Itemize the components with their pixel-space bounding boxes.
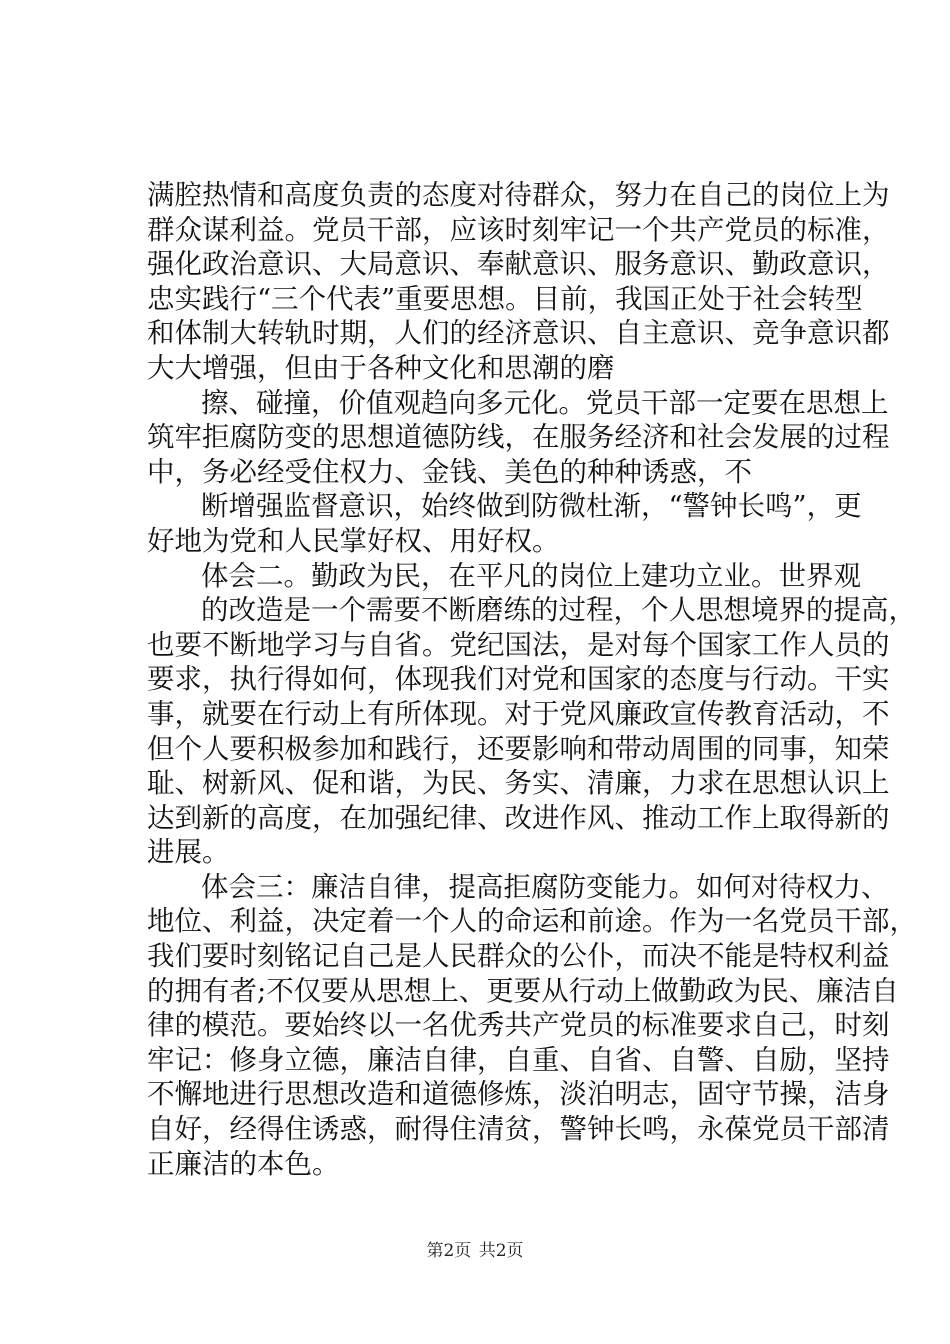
text-line: 强化政治意识、大局意识、奉献意识、服务意识、勤政意识， [147, 248, 890, 281]
text-line: 自好，经得住诱惑，耐得住清贫，警钟长鸣，永葆党员干部清 [147, 1113, 890, 1146]
text-line: 的拥有者;不仅要从思想上、更要从行动上做勤政为民、廉洁自 [147, 974, 899, 1007]
text-line: 牢记：修身立德，廉洁自律，自重、自省、自警、自励，坚持 [147, 1043, 890, 1076]
text-line: 但个人要积极参加和践行，还要影响和带动周围的同事，知荣 [147, 732, 890, 765]
text-line: 也要不断地学习与自省。党纪国法，是对每个国家工作人员的 [147, 628, 890, 661]
text-line: 忠实践行“三个代表”重要思想。目前，我国正处于社会转型 [147, 282, 863, 315]
text-line: 我们要时刻铭记自己是人民群众的公仆，而决不能是特权利益 [147, 940, 890, 973]
page-total: 共2页 [478, 1241, 524, 1261]
page-footer [0, 1240, 950, 1262]
text-line: 群众谋利益。党员干部，应该时刻牢记一个共产党员的标准， [147, 213, 890, 246]
text-line: 要求，执行得如何，体现我们对党和国家的态度与行动。干实 [147, 663, 890, 696]
text-line: 断增强监督意识，始终做到防微杜渐，“警钟长鸣”，更 [201, 490, 862, 523]
text-line: 和体制大转轨时期，人们的经济意识、自主意识、竞争意识都 [147, 317, 890, 350]
text-line: 满腔热情和高度负责的态度对待群众，努力在自己的岗位上为 [147, 179, 890, 211]
text-line: 律的模范。要始终以一名优秀共产党员的标准要求自己，时刻 [147, 1009, 890, 1042]
text-line: 中，务必经受住权力、金钱、美色的种种诱惑，不 [147, 455, 752, 488]
text-line: 的改造是一个需要不断磨练的过程，个人思想境界的提高， [201, 594, 916, 627]
text-line: 擦、碰撞，价值观趋向多元化。党员干部一定要在思想上 [201, 386, 889, 419]
text-line: 正廉洁的本色。 [147, 1147, 340, 1180]
document-body [147, 178, 917, 1181]
text-line: 大大增强，但由于各种文化和思潮的磨 [147, 351, 615, 384]
page-number: 第2页 [426, 1241, 472, 1261]
text-line: 不懈地进行思想改造和道德修炼，淡泊明志，固守节操，洁身 [147, 1078, 890, 1111]
text-line: 体会二。勤政为民，在平凡的岗位上建功立业。世界观 [201, 559, 861, 592]
text-line: 事，就要在行动上有所体现。对于党风廉政宣传教育活动，不 [147, 697, 890, 730]
text-line: 地位、利益，决定着一个人的命运和前途。作为一名党员干部， [147, 905, 917, 938]
text-line: 达到新的高度，在加强纪律、改进作风、推动工作上取得新的 [147, 801, 890, 834]
text-line: 好地为党和人民掌好权、用好权。 [147, 524, 560, 557]
text-line: 筑牢拒腐防变的思想道德防线，在服务经济和社会发展的过程 [147, 421, 890, 454]
text-line: 体会三：廉洁自律，提高拒腐防变能力。如何对待权力、 [201, 870, 889, 903]
text-line: 进展。 [147, 836, 230, 869]
text-line: 耻、树新风、促和谐，为民、务实、清廉，力求在思想认识上 [147, 767, 890, 800]
